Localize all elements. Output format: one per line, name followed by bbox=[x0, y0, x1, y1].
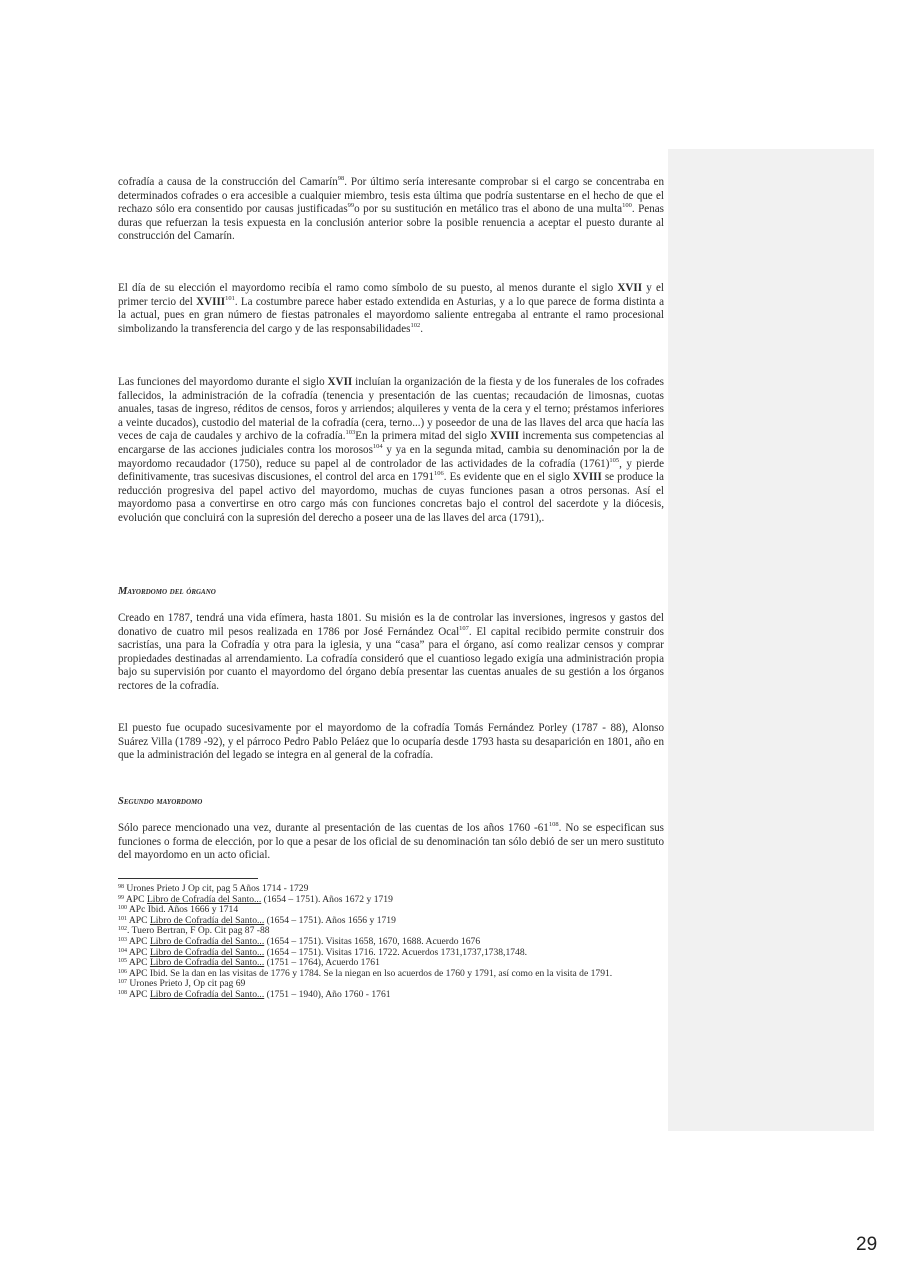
paragraph bbox=[118, 282, 664, 336]
footnote-source-title: Libro de Cofradía del Santo... bbox=[149, 957, 265, 969]
paragraph bbox=[118, 176, 664, 244]
footnote-reference: 99 bbox=[347, 202, 355, 210]
footnote-reference: 100 bbox=[622, 202, 632, 210]
footnote-text: (1654 – 1751). Visitas 1716. 1722. Acuerdos 1731,1737,1738,1748. bbox=[264, 946, 528, 958]
footnote-text: (1751 – 1940), Año 1760 - 1761 bbox=[264, 988, 391, 1000]
footnote-number: 103 bbox=[118, 936, 127, 943]
text-run: cofradía a causa de la construcción del Camarín bbox=[118, 176, 338, 188]
footnote-text: APC bbox=[127, 935, 150, 947]
footnote-source-title: Libro de Cofradía del Santo... bbox=[149, 935, 265, 947]
text-run: incluían la organización de la fiesta y de los funerales de los cofrades fallecidos, la administración de la cofradía (tenencia y presentación de las cuentas; recaudación de limosnas, cuotas anuales, tasas de ingreso, réditos de censos, foros y arriendos; alquileres y venta de la cera y el terno; préstamos inferiores a veinte ducados), custodio del material de la cofradía (cera, terno...) y poseedor de una de las llaves del arca que hacía las veces de caja de caudales y archivo de la cofradía. bbox=[118, 376, 664, 443]
section-heading bbox=[118, 585, 664, 599]
text-run: o por su sustitución en metálico tras el abono de una multa bbox=[354, 203, 623, 216]
text-run: XVIII bbox=[490, 430, 520, 443]
footnote-number: 100 bbox=[118, 905, 127, 912]
footnote-text: . Tuero Bertran, F Op. Cit pag 87 -88 bbox=[127, 925, 270, 937]
footnote-source-title: Libro de Cofradía del Santo... bbox=[146, 893, 262, 905]
footnote-text: Urones Prieto J Op cit, pag 5 Años 1714 - 1729 bbox=[124, 883, 309, 894]
text-run: Mayordomo del órgano bbox=[118, 586, 216, 597]
footnote-reference: 102 bbox=[410, 321, 421, 329]
text-run: incrementa sus competencias al encargarse de las acciones judiciales contra los morosos bbox=[118, 430, 665, 456]
paragraph bbox=[118, 376, 664, 526]
footnote-reference: 108 bbox=[548, 821, 559, 828]
text-run: y ya en la segunda mitad, cambia su denominación por la de mayordomo recaudador (1750), reduce su papel al de controlador de las actividades de la cofradía (1761) bbox=[118, 443, 665, 470]
footnote-text: (1654 – 1751). Años 1656 y 1719 bbox=[264, 914, 396, 926]
footnote-number: 98 bbox=[118, 884, 124, 890]
text-run: . Es evidente que en el siglo bbox=[443, 471, 573, 484]
footnote-reference: 104 bbox=[372, 442, 383, 450]
footnote-text: APC bbox=[127, 957, 150, 969]
footnote-reference: 103 bbox=[345, 429, 356, 437]
paragraph bbox=[118, 612, 664, 694]
text-run: . Penas duras que refuerzan la tesis expuesta en la conclusión anterior sobre la posible renuencia a aceptar el puesto durante al construcción del Camarín. bbox=[118, 203, 664, 243]
footnote-reference: 105 bbox=[609, 456, 620, 464]
footnote-text: APC bbox=[127, 946, 150, 958]
text-run: Sólo parece mencionado una vez, durante al presentación de las cuentas de los años 1760 -61 bbox=[118, 822, 549, 834]
text-run: XVIII bbox=[196, 295, 226, 308]
footnote-separator bbox=[118, 878, 258, 879]
text-run: El puesto fue ocupado sucesivamente por el mayordomo de la cofradía Tomás Fernández Porley (1787 - 88), Alonso Suárez Villa (1789 -92), y el párroco Pedro Pablo Peláez que lo ocuparía desde 1793 hasta su desaparición en 1801, año en que la administración del legado se integra en al general de la cofradía. bbox=[118, 722, 664, 762]
footnote-number: 99 bbox=[118, 894, 124, 901]
text-run: . La costumbre parece haber estado extendida en Asturias, y a lo que parece de forma distinta a la actual, pues en gran número de fiestas patronales el mayordomo saliente entregaba al entrante el ramo procesional simbolizando la transferencia del cargo y de las responsabilidades bbox=[118, 295, 664, 335]
footnote-text: (1751 – 1764), Acuerdo 1761 bbox=[264, 957, 380, 969]
text-run: XVII bbox=[327, 376, 353, 388]
text-run: En la primera mitad del siglo bbox=[355, 430, 491, 443]
text-run: XVIII bbox=[572, 471, 602, 484]
footnote-source-title: Libro de Cofradía del Santo... bbox=[149, 946, 265, 958]
text-run: XVII bbox=[617, 282, 643, 294]
footnote-text: APC bbox=[124, 893, 147, 905]
footnote-reference: 98 bbox=[337, 175, 345, 182]
page-number: 29 bbox=[856, 1234, 878, 1255]
footnote-text: (1654 – 1751). Visitas 1658, 1670, 1688. Acuerdo 1676 bbox=[264, 935, 481, 947]
footnote-reference: 107 bbox=[459, 624, 469, 632]
footnote-number: 106 bbox=[118, 968, 127, 975]
footnote-number: 101 bbox=[118, 915, 127, 922]
text-run: y el primer tercio del bbox=[118, 282, 664, 308]
text-run: Segundo mayordomo bbox=[118, 796, 203, 807]
footnote-text: APC bbox=[127, 988, 150, 1000]
footnotes bbox=[118, 884, 664, 1001]
footnote-source-title: Libro de Cofradía del Santo... bbox=[149, 914, 265, 926]
footnote-number: 108 bbox=[118, 989, 127, 996]
text-run: se produce la reducción progresiva del papel activo del mayordomo, muchas de cuyas funciones pasan a otros personas. Así el mayordomo pasa a convertirse en otro cargo más con funciones concretas bajo el control del sacerdote y la diócesis, evolución que concluirá con la supresión del derecho a poseer una de las llaves del arca (1791),. bbox=[118, 471, 664, 524]
footnote-text: Urones Prieto J, Op cit pag 69 bbox=[127, 978, 246, 990]
footnote-text: APC bbox=[127, 914, 150, 926]
section-heading bbox=[118, 795, 664, 809]
footnote-text: APc Ibid. Años 1666 y 1714 bbox=[127, 904, 239, 916]
text-run: , y pierde definitivamente, tras sucesivas discusiones, el control del arca en 1791 bbox=[118, 457, 664, 484]
footnote-number: 105 bbox=[118, 958, 127, 965]
footnote-source-title: Libro de Cofradía del Santo... bbox=[149, 988, 265, 1000]
paragraph bbox=[118, 722, 664, 763]
footnote-number: 107 bbox=[118, 979, 127, 986]
paragraph bbox=[118, 822, 664, 863]
footnote-text: (1654 – 1751). Años 1672 y 1719 bbox=[261, 893, 393, 905]
footnote bbox=[118, 990, 664, 1001]
text-run: Creado en 1787, tendrá una vida efímera, hasta 1801. Su misión es la de controlar las inversiones, ingresos y gastos del donativo de cuatro mil pesos realizada en 1786 por José Fernández Ocal bbox=[118, 612, 664, 638]
footnote-text: APC Ibid. Se la dan en las visitas de 1776 y 1784. Se la niegan en lso acuerdos de 1760 y 1791, así como en la visita de 1791. bbox=[127, 967, 613, 979]
text-run: Las funciones del mayordomo durante el siglo bbox=[118, 376, 328, 388]
text-run: . bbox=[420, 322, 423, 335]
text-run: . Por último sería interesante comprobar si el cargo se concentraba en determinados cofrades o era accesible a cualquier miembro, tesis esta última que podría sustentarse en el hecho de que el rechazo sólo era consentido por causas justificadas bbox=[118, 176, 664, 216]
footnote-reference: 106 bbox=[434, 470, 444, 478]
footnote-number: 102 bbox=[118, 926, 127, 933]
text-run: . No se especifican sus funciones o forma de elección, por lo que a pesar de los oficial de su denominación tan sólo debió de ser un mero sustituto del mayordomo en un acto oficial. bbox=[118, 822, 664, 862]
text-run: El día de su elección el mayordomo recibía el ramo como símbolo de su puesto, al menos durante el siglo bbox=[118, 282, 618, 294]
text-run: . El capital recibido permite construir dos sacristías, una para la Cofradía y otra para la iglesia, y una “casa” para el órgano, así como realizar censos y comprar propiedades destinadas al arrendamiento. La cofradía consideró que el cuantioso legado exigía una administración propia bajo su supervisión por cuanto el mayordomo del órgano debía presentar las cuentas anuales de su gestión a los órganos rectores de la cofradía. bbox=[118, 625, 665, 692]
comment-pane bbox=[668, 149, 874, 1131]
footnote-number: 104 bbox=[118, 947, 127, 954]
footnote-reference: 101 bbox=[225, 294, 235, 302]
